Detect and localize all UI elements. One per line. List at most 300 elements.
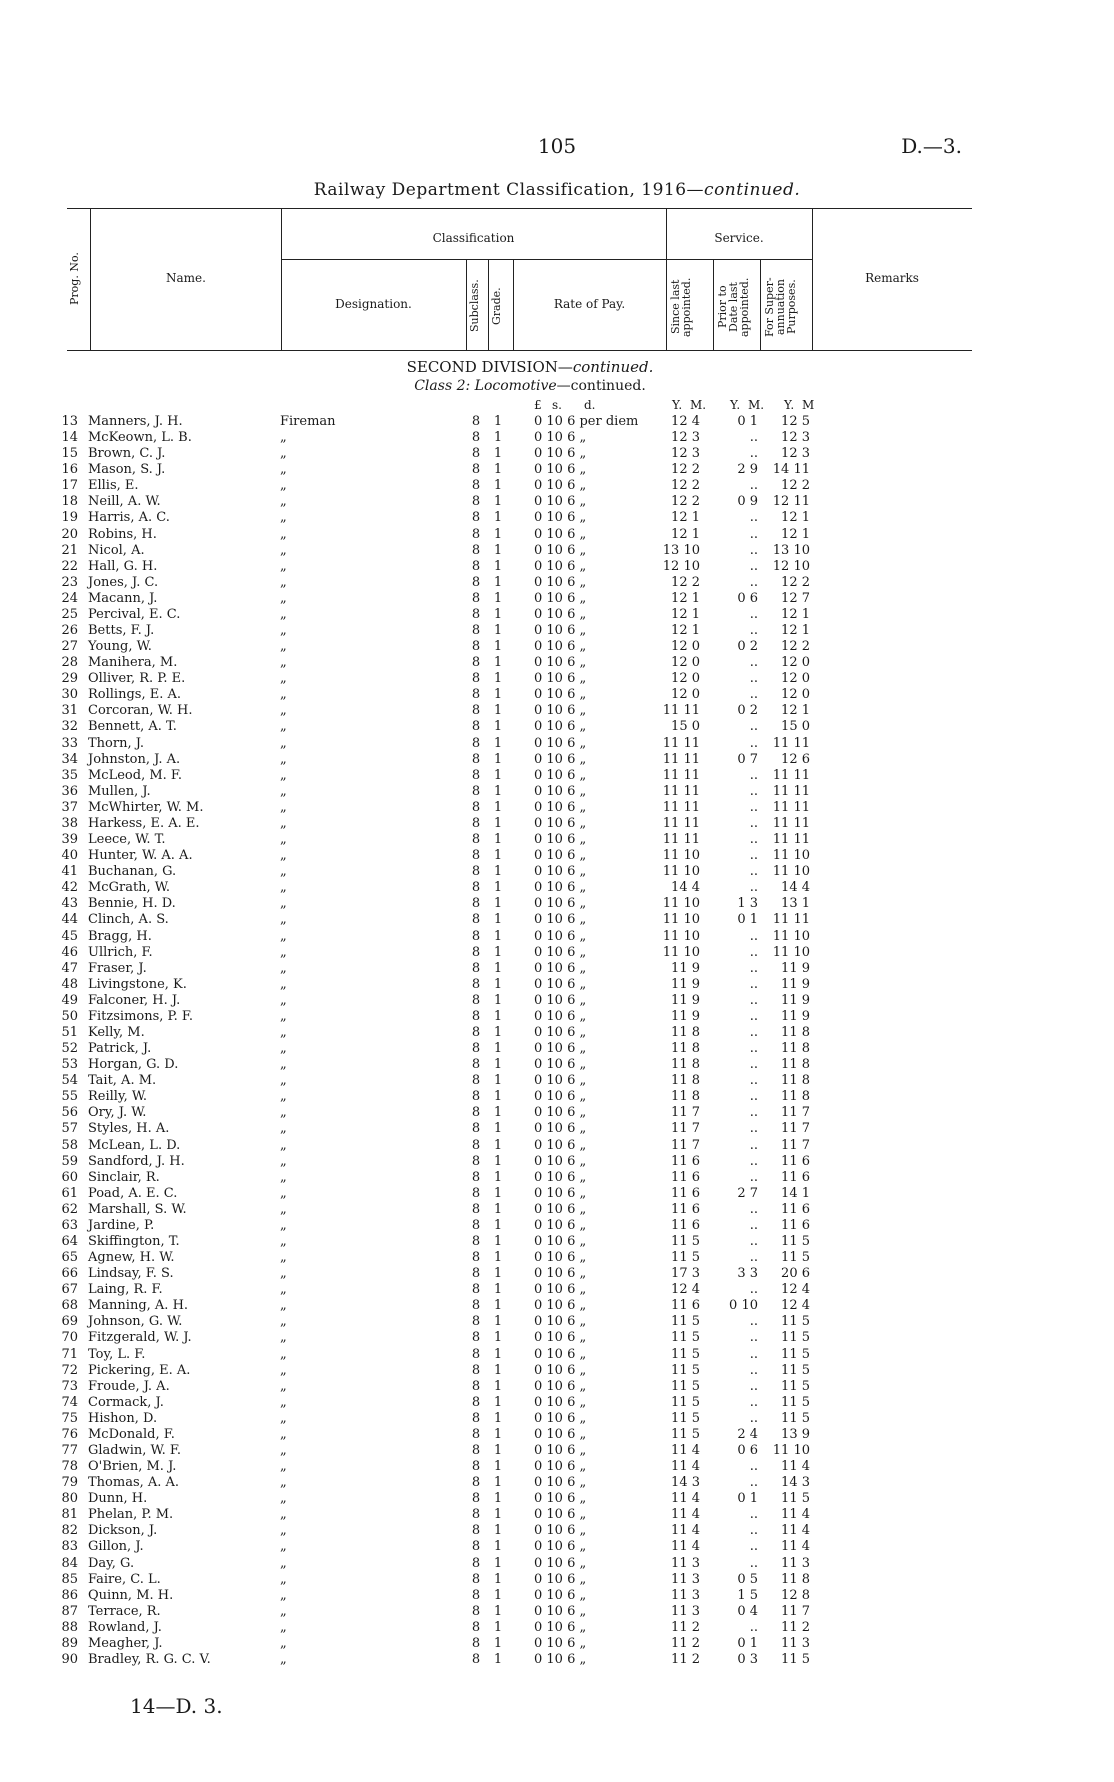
rate-of-pay: 0 10 6 „	[534, 671, 587, 687]
service-prior: 0 9	[737, 494, 758, 510]
table-row	[0, 1073, 1114, 1089]
prog-number: 81	[61, 1507, 78, 1523]
service-since-last: 11 5	[671, 1426, 700, 1442]
grade: 1	[493, 462, 503, 478]
prog-number: 16	[61, 462, 78, 478]
table-row	[0, 1266, 1114, 1282]
table-row	[0, 1636, 1114, 1652]
grade: 1	[493, 1571, 503, 1587]
grade: 1	[493, 1443, 503, 1458]
table-row	[0, 1507, 1114, 1523]
service-since-last: 11 5	[671, 1346, 700, 1362]
service-superannuation: 14 1	[781, 1185, 810, 1201]
service-superannuation: 11 7	[781, 1137, 810, 1153]
employee-name: Sinclair, R.	[88, 1169, 160, 1185]
employee-name: Young, W.	[88, 639, 152, 655]
years-unit: Y.	[672, 398, 683, 412]
prog-number: 15	[61, 446, 78, 462]
employee-name: Skiffington, T.	[88, 1233, 180, 1249]
rate-of-pay: 0 10 6 „	[534, 1250, 587, 1266]
rate-of-pay: 0 10 6 „	[534, 1298, 587, 1314]
service-prior: ..	[749, 1105, 758, 1121]
subclass: 8	[471, 1346, 481, 1362]
grade: 1	[493, 1491, 503, 1507]
rate-of-pay: 0 10 6 „	[534, 912, 587, 928]
service-superannuation: 12 0	[781, 655, 810, 671]
employee-name: Olliver, R. P. E.	[88, 671, 186, 687]
service-since-last: 11 10	[662, 928, 700, 944]
service-superannuation: 12 1	[781, 510, 810, 526]
prog-number: 42	[61, 880, 78, 896]
designation: „	[280, 783, 287, 799]
pounds-unit: £	[534, 398, 542, 412]
service-since-last: 11 11	[662, 751, 700, 767]
service-superannuation: 11 4	[781, 1539, 810, 1555]
class-continued: —continued.	[556, 378, 646, 394]
grade: 1	[493, 848, 503, 864]
employee-name: Neill, A. W.	[88, 494, 161, 510]
subclass: 8	[471, 1523, 481, 1539]
table-row	[0, 1218, 1114, 1234]
subclass: 8	[471, 1507, 481, 1523]
employee-name: Dunn, H.	[88, 1491, 148, 1507]
service-since-last: 11 10	[662, 944, 700, 960]
prog-number: 22	[61, 558, 78, 574]
service-since-last: 11 6	[671, 1169, 700, 1185]
grade: 1	[493, 799, 503, 815]
service-superannuation: 11 5	[781, 1250, 810, 1266]
service-prior: ..	[749, 1314, 758, 1330]
service-prior: ..	[749, 606, 758, 622]
service-since-last: 11 5	[671, 1314, 700, 1330]
subclass: 8	[471, 1298, 481, 1314]
rate-of-pay: 0 10 6 „	[534, 1507, 587, 1523]
employee-name: Johnson, G. W.	[88, 1314, 183, 1330]
employee-name: Ory, J. W.	[88, 1105, 147, 1121]
grade: 1	[493, 1378, 503, 1394]
service-prior: 0 2	[737, 639, 758, 655]
table-row	[0, 880, 1114, 896]
service-since-last: 13 10	[662, 542, 700, 558]
subclass: 8	[471, 542, 481, 558]
months-unit: M.	[748, 398, 765, 412]
employee-name: Mason, S. J.	[88, 462, 166, 478]
table-row	[0, 1588, 1114, 1604]
designation: „	[280, 606, 287, 622]
employee-name: Ellis, E.	[88, 478, 139, 494]
table-row	[0, 1154, 1114, 1170]
service-superannuation: 12 2	[781, 639, 810, 655]
service-prior: ..	[749, 574, 758, 590]
prog-number: 64	[61, 1233, 78, 1249]
service-superannuation: 11 8	[781, 1089, 810, 1105]
employee-name: Fitzsimons, P. F.	[88, 1008, 194, 1024]
designation: „	[280, 671, 287, 687]
employee-name: Bradley, R. G. C. V.	[88, 1652, 211, 1668]
designation: „	[280, 462, 287, 478]
designation: „	[280, 1475, 287, 1491]
service-since-last: 11 5	[671, 1378, 700, 1394]
subclass: 8	[471, 1041, 481, 1057]
designation: „	[280, 1555, 287, 1571]
grade: 1	[493, 1073, 503, 1089]
service-superannuation: 14 11	[772, 462, 810, 478]
grade: 1	[493, 1185, 503, 1201]
designation: „	[280, 687, 287, 703]
rate-of-pay: 0 10 6 „	[534, 1587, 587, 1603]
grade-header: Grade.	[490, 287, 503, 325]
rate-of-pay: 0 10 6 „	[534, 1571, 587, 1587]
employee-name: Quinn, M. H.	[88, 1587, 174, 1603]
subclass: 8	[471, 671, 481, 687]
table-row	[0, 414, 1114, 430]
service-prior: ..	[749, 864, 758, 880]
division-heading	[380, 358, 680, 376]
service-since-last: 12 3	[671, 430, 700, 446]
grade: 1	[493, 639, 503, 655]
designation: „	[280, 960, 287, 976]
years-unit: Y.	[730, 398, 741, 412]
service-superannuation: 11 8	[781, 1571, 810, 1587]
grade: 1	[493, 1475, 503, 1491]
table-row	[0, 543, 1114, 559]
service-superannuation: 12 5	[781, 414, 810, 429]
page-number: 105	[537, 134, 577, 158]
designation: „	[280, 1057, 287, 1073]
grade: 1	[493, 558, 503, 574]
employee-name: Marshall, S. W.	[88, 1201, 187, 1217]
service-since-last: 12 4	[671, 414, 700, 429]
rate-of-pay: 0 10 6 „	[534, 542, 587, 558]
prog-number: 57	[61, 1121, 78, 1137]
service-superannuation: 11 2	[781, 1619, 810, 1635]
service-since-last: 11 9	[671, 976, 700, 992]
designation: „	[280, 832, 287, 848]
service-superannuation: 12 7	[781, 590, 810, 606]
service-superannuation: 11 8	[781, 1024, 810, 1040]
employee-name: McLean, L. D.	[88, 1137, 181, 1153]
rate-of-pay: 0 10 6 „	[534, 1443, 587, 1458]
service-since-last: 11 2	[671, 1635, 700, 1651]
subclass: 8	[471, 1282, 481, 1298]
prog-number: 38	[61, 815, 78, 831]
service-superannuation: 12 3	[781, 446, 810, 462]
rate-of-pay: 0 10 6 „	[534, 751, 587, 767]
prog-number: 55	[61, 1089, 78, 1105]
designation: „	[280, 1571, 287, 1587]
designation: „	[280, 1507, 287, 1523]
employee-name: Clinch, A. S.	[88, 912, 169, 928]
service-superannuation: 11 5	[781, 1362, 810, 1378]
prog-number: 26	[61, 623, 78, 639]
service-superannuation: 12 1	[781, 526, 810, 542]
service-superannuation: 14 3	[781, 1475, 810, 1491]
prog-number: 50	[61, 1008, 78, 1024]
rate-of-pay: 0 10 6 „	[534, 1410, 587, 1426]
service-prior: 0 6	[737, 1443, 758, 1458]
grade: 1	[493, 1169, 503, 1185]
service-since-last: 12 0	[671, 687, 700, 703]
class-heading	[380, 378, 680, 394]
rate-of-pay: 0 10 6 „	[534, 1185, 587, 1201]
designation: „	[280, 430, 287, 446]
employee-name: Meagher, J.	[88, 1635, 163, 1651]
service-since-last: 11 10	[662, 912, 700, 928]
table-row	[0, 896, 1114, 912]
service-superannuation: 11 6	[781, 1153, 810, 1169]
rate-of-pay: 0 10 6 „	[534, 703, 587, 719]
prog-number: 74	[61, 1394, 78, 1410]
employee-name: Brown, C. J.	[88, 446, 166, 462]
rate-of-pay: 0 10 6 „	[534, 1089, 587, 1105]
employee-name: McWhirter, W. M.	[88, 799, 204, 815]
grade: 1	[493, 1121, 503, 1137]
prog-number: 24	[61, 590, 78, 606]
employee-name: Day, G.	[88, 1555, 135, 1571]
table-row	[0, 430, 1114, 446]
rate-of-pay-header: Rate of Pay.	[553, 297, 626, 311]
prog-number: 88	[61, 1619, 78, 1635]
table-row	[0, 752, 1114, 768]
designation: „	[280, 623, 287, 639]
subclass: 8	[471, 478, 481, 494]
prog-number: 21	[61, 542, 78, 558]
designation: „	[280, 799, 287, 815]
subclass: 8	[471, 1571, 481, 1587]
service-since-last: 12 2	[671, 494, 700, 510]
employee-name: Hunter, W. A. A.	[88, 848, 193, 864]
table-row	[0, 591, 1114, 607]
employee-name: Betts, F. J.	[88, 623, 155, 639]
page-signature: 14—D. 3.	[130, 1694, 223, 1718]
rate-of-pay: 0 10 6 „	[534, 832, 587, 848]
subclass: 8	[471, 1475, 481, 1491]
table-row	[0, 1572, 1114, 1588]
rate-of-pay: 0 10 6 „	[534, 1282, 587, 1298]
service-superannuation: 11 11	[772, 767, 810, 783]
column-divider	[466, 259, 467, 350]
employee-name: Agnew, H. W.	[88, 1250, 175, 1266]
subclass: 8	[471, 639, 481, 655]
service-superannuation: 11 11	[772, 735, 810, 751]
employee-name: Tait, A. M.	[88, 1073, 157, 1089]
prog-number: 53	[61, 1057, 78, 1073]
employee-name: Laing, R. F.	[88, 1282, 163, 1298]
service-superannuation: 11 5	[781, 1346, 810, 1362]
units-row	[0, 398, 1114, 414]
prog-number: 51	[61, 1024, 78, 1040]
service-prior: ..	[749, 960, 758, 976]
designation: „	[280, 1153, 287, 1169]
table-row	[0, 929, 1114, 945]
subclass: 8	[471, 1250, 481, 1266]
prog-number: 73	[61, 1378, 78, 1394]
rate-of-pay: 0 10 6 „	[534, 1217, 587, 1233]
service-since-last: 12 1	[671, 606, 700, 622]
rate-of-pay: 0 10 6 „	[534, 1153, 587, 1169]
subclass: 8	[471, 751, 481, 767]
prog-number: 40	[61, 848, 78, 864]
rate-of-pay: 0 10 6 „	[534, 558, 587, 574]
table-row	[0, 1025, 1114, 1041]
service-superannuation: 12 4	[781, 1298, 810, 1314]
service-since-last: 11 11	[662, 767, 700, 783]
employee-name: Manihera, M.	[88, 655, 178, 671]
table-row	[0, 494, 1114, 510]
table-row	[0, 1523, 1114, 1539]
service-since-last: 11 11	[662, 783, 700, 799]
service-prior: ..	[749, 687, 758, 703]
service-since-last: 11 6	[671, 1298, 700, 1314]
service-prior: ..	[749, 1619, 758, 1635]
prog-number: 52	[61, 1041, 78, 1057]
service-prior: ..	[749, 928, 758, 944]
service-since-last: 11 11	[662, 703, 700, 719]
grade: 1	[493, 1459, 503, 1475]
employee-name: Leece, W. T.	[88, 832, 166, 848]
rate-of-pay: 0 10 6 „	[534, 1057, 587, 1073]
table-row	[0, 1443, 1114, 1459]
prog-number: 77	[61, 1443, 78, 1458]
grade: 1	[493, 1105, 503, 1121]
rate-of-pay: 0 10 6 „	[534, 1041, 587, 1057]
service-since-last: 11 3	[671, 1555, 700, 1571]
service-superannuation: 11 5	[781, 1233, 810, 1249]
employee-name: Thomas, A. A.	[88, 1475, 180, 1491]
subclass-header: Subclass.	[468, 279, 481, 333]
service-prior: 1 3	[737, 896, 758, 912]
staff-table-body	[0, 414, 1114, 1668]
designation: „	[280, 1314, 287, 1330]
grade: 1	[493, 1008, 503, 1024]
designation: „	[280, 896, 287, 912]
table-row	[0, 1234, 1114, 1250]
employee-name: Toy, L. F.	[88, 1346, 146, 1362]
service-prior: ..	[749, 1539, 758, 1555]
service-prior: 0 1	[737, 1635, 758, 1651]
grade: 1	[493, 1217, 503, 1233]
table-row	[0, 719, 1114, 735]
subclass: 8	[471, 1652, 481, 1668]
grade: 1	[493, 526, 503, 542]
rate-of-pay: 0 10 6 „	[534, 992, 587, 1008]
service-prior: ..	[749, 1073, 758, 1089]
employee-name: Manners, J. H.	[88, 414, 183, 429]
designation: „	[280, 1426, 287, 1442]
months-unit: M.	[690, 398, 707, 412]
grade: 1	[493, 430, 503, 446]
rate-of-pay: 0 10 6 „	[534, 1314, 587, 1330]
service-superannuation: 13 10	[772, 542, 810, 558]
header-divider	[281, 259, 812, 260]
service-since-last: 11 8	[671, 1024, 700, 1040]
subclass: 8	[471, 1121, 481, 1137]
designation: „	[280, 1298, 287, 1314]
service-since-last: 11 6	[671, 1153, 700, 1169]
designation: „	[280, 1024, 287, 1040]
service-since-last: 12 0	[671, 639, 700, 655]
designation: „	[280, 1121, 287, 1137]
designation: „	[280, 815, 287, 831]
employee-name: Lindsay, F. S.	[88, 1266, 174, 1282]
table-row	[0, 1330, 1114, 1346]
grade: 1	[493, 1201, 503, 1217]
prog-number: 86	[61, 1587, 78, 1603]
designation: „	[280, 928, 287, 944]
service-since-last: 17 3	[671, 1266, 700, 1282]
service-prior: ..	[749, 1217, 758, 1233]
table-row	[0, 1170, 1114, 1186]
service-prior: ..	[749, 623, 758, 639]
rate-of-pay: 0 10 6 per diem	[534, 414, 639, 429]
rate-of-pay: 0 10 6 „	[534, 799, 587, 815]
grade: 1	[493, 960, 503, 976]
table-row	[0, 1411, 1114, 1427]
service-superannuation: 13 1	[781, 896, 810, 912]
subclass: 8	[471, 815, 481, 831]
grade: 1	[493, 510, 503, 526]
designation: „	[280, 1282, 287, 1298]
designation: „	[280, 864, 287, 880]
table-row	[0, 1314, 1114, 1330]
designation: „	[280, 880, 287, 896]
employee-name: Corcoran, W. H.	[88, 703, 193, 719]
service-since-last: 11 3	[671, 1571, 700, 1587]
designation: „	[280, 1008, 287, 1024]
service-since-last: 11 9	[671, 960, 700, 976]
subclass: 8	[471, 1105, 481, 1121]
grade: 1	[493, 976, 503, 992]
prog-number: 87	[61, 1603, 78, 1619]
employee-name: Gillon, J.	[88, 1539, 144, 1555]
title-text: Railway Department Classification, 1916—	[313, 180, 705, 200]
table-row	[0, 1089, 1114, 1105]
grade: 1	[493, 1523, 503, 1539]
subclass: 8	[471, 880, 481, 896]
grade: 1	[493, 751, 503, 767]
table-row	[0, 1604, 1114, 1620]
subclass: 8	[471, 1153, 481, 1169]
service-prior: ..	[749, 832, 758, 848]
table-row	[0, 639, 1114, 655]
service-prior: ..	[749, 1008, 758, 1024]
subclass: 8	[471, 623, 481, 639]
pence-unit: d.	[584, 398, 596, 412]
service-superannuation: 12 4	[781, 1282, 810, 1298]
table-row	[0, 1186, 1114, 1202]
service-superannuation: 12 11	[772, 494, 810, 510]
subclass: 8	[471, 430, 481, 446]
employee-name: Nicol, A.	[88, 542, 145, 558]
prog-number: 33	[61, 735, 78, 751]
employee-name: Reilly, W.	[88, 1089, 148, 1105]
service-prior: ..	[749, 880, 758, 896]
prog-number: 43	[61, 896, 78, 912]
service-prior: ..	[749, 1394, 758, 1410]
service-superannuation: 11 5	[781, 1378, 810, 1394]
service-superannuation: 12 0	[781, 671, 810, 687]
designation: „	[280, 1378, 287, 1394]
service-prior: ..	[749, 1041, 758, 1057]
service-header: Service.	[714, 231, 764, 245]
employee-name: Pickering, E. A.	[88, 1362, 191, 1378]
prog-number: 69	[61, 1314, 78, 1330]
service-since-last: 11 2	[671, 1619, 700, 1635]
rate-of-pay: 0 10 6 „	[534, 687, 587, 703]
designation: „	[280, 976, 287, 992]
employee-name: Mullen, J.	[88, 783, 151, 799]
subclass: 8	[471, 1459, 481, 1475]
